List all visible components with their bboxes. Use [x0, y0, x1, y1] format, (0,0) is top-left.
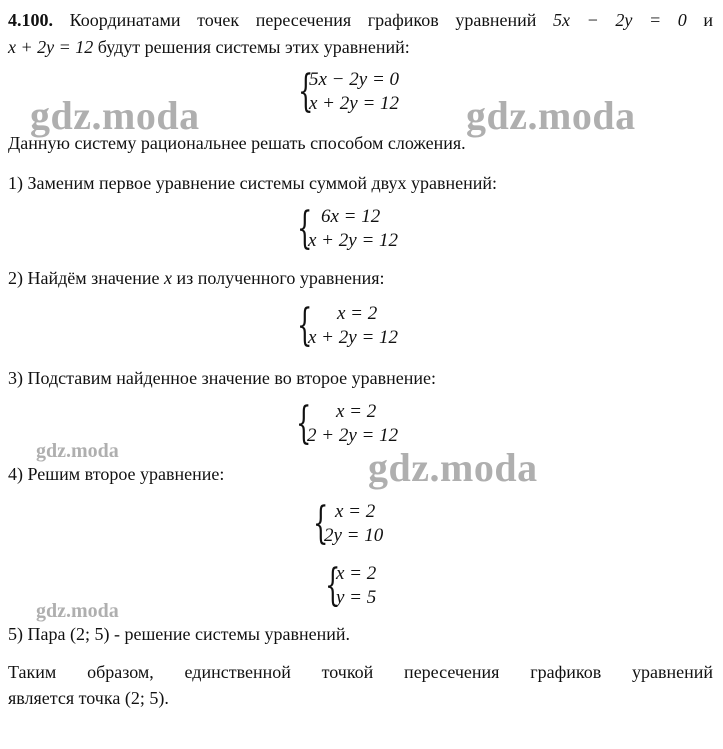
system-step1-row2: x + 2y = 12: [308, 230, 399, 251]
system-original-row1: 5x − 2y = 0: [309, 69, 400, 90]
system-step3-row1: x = 2: [336, 401, 377, 422]
system-original-row2: x + 2y = 12: [309, 93, 400, 114]
step2-variable: x: [163, 268, 172, 288]
system-step4a-row1: x = 2: [335, 501, 376, 522]
left-brace: {: [296, 398, 312, 449]
system-step4b-row1: x = 2: [336, 563, 377, 584]
system-step1-row1: 6x = 12: [321, 206, 381, 227]
watermark: gdz.moda: [30, 93, 200, 138]
conclusion-line2: является точка (2; 5).: [8, 688, 169, 708]
watermark: gdz.moda: [368, 445, 538, 490]
left-brace: {: [325, 560, 341, 611]
step5-text: 5) Пара (2; 5) - решение системы уравнений.: [8, 624, 351, 644]
method-text: Данную систему рациональнее решать способом сложения.: [8, 133, 466, 153]
system-step4a-row2: 2y = 10: [324, 525, 384, 546]
left-brace: {: [297, 300, 313, 351]
system-step2-row2: x + 2y = 12: [308, 327, 399, 348]
watermark: gdz.moda: [36, 600, 119, 622]
system-step3-row2: 2 + 2y = 12: [307, 425, 399, 446]
step2-text: [8, 266, 713, 290]
problem-text-and: и: [686, 10, 713, 30]
step1-text: 1) Заменим первое уравнение системы суммой двух уравнений:: [8, 173, 498, 193]
system-step4b-row2: y = 5: [336, 587, 377, 608]
step3-text: 3) Подставим найденное значение во второе уравнение:: [8, 368, 437, 388]
step2-text-before: 2) Найдём значение: [8, 268, 164, 288]
step4-text: 4) Решим второе уравнение:: [8, 464, 225, 484]
watermark: gdz.moda: [36, 440, 119, 462]
left-brace: {: [313, 498, 329, 549]
problem-number: 4.100.: [8, 10, 53, 30]
step2-text-after: из полученного уравнения:: [171, 268, 385, 288]
conclusion-line1: Таким образом, единственной точкой пересечения графиков уравнений: [8, 662, 713, 682]
left-brace: {: [297, 203, 313, 254]
system-step2-row1: x = 2: [337, 303, 378, 324]
problem-text-1: Координатами точек пересечения графиков уравнений: [53, 10, 553, 30]
equation-2: x + 2y = 12: [8, 37, 94, 57]
problem-text-2: будут решения системы этих уравнений:: [93, 37, 410, 57]
problem-statement-line1: [8, 8, 713, 32]
watermark: gdz.moda: [466, 93, 636, 138]
equation-1: 5x − 2y = 0: [552, 10, 687, 30]
problem-statement-line2: [8, 35, 713, 59]
left-brace: {: [298, 66, 314, 117]
